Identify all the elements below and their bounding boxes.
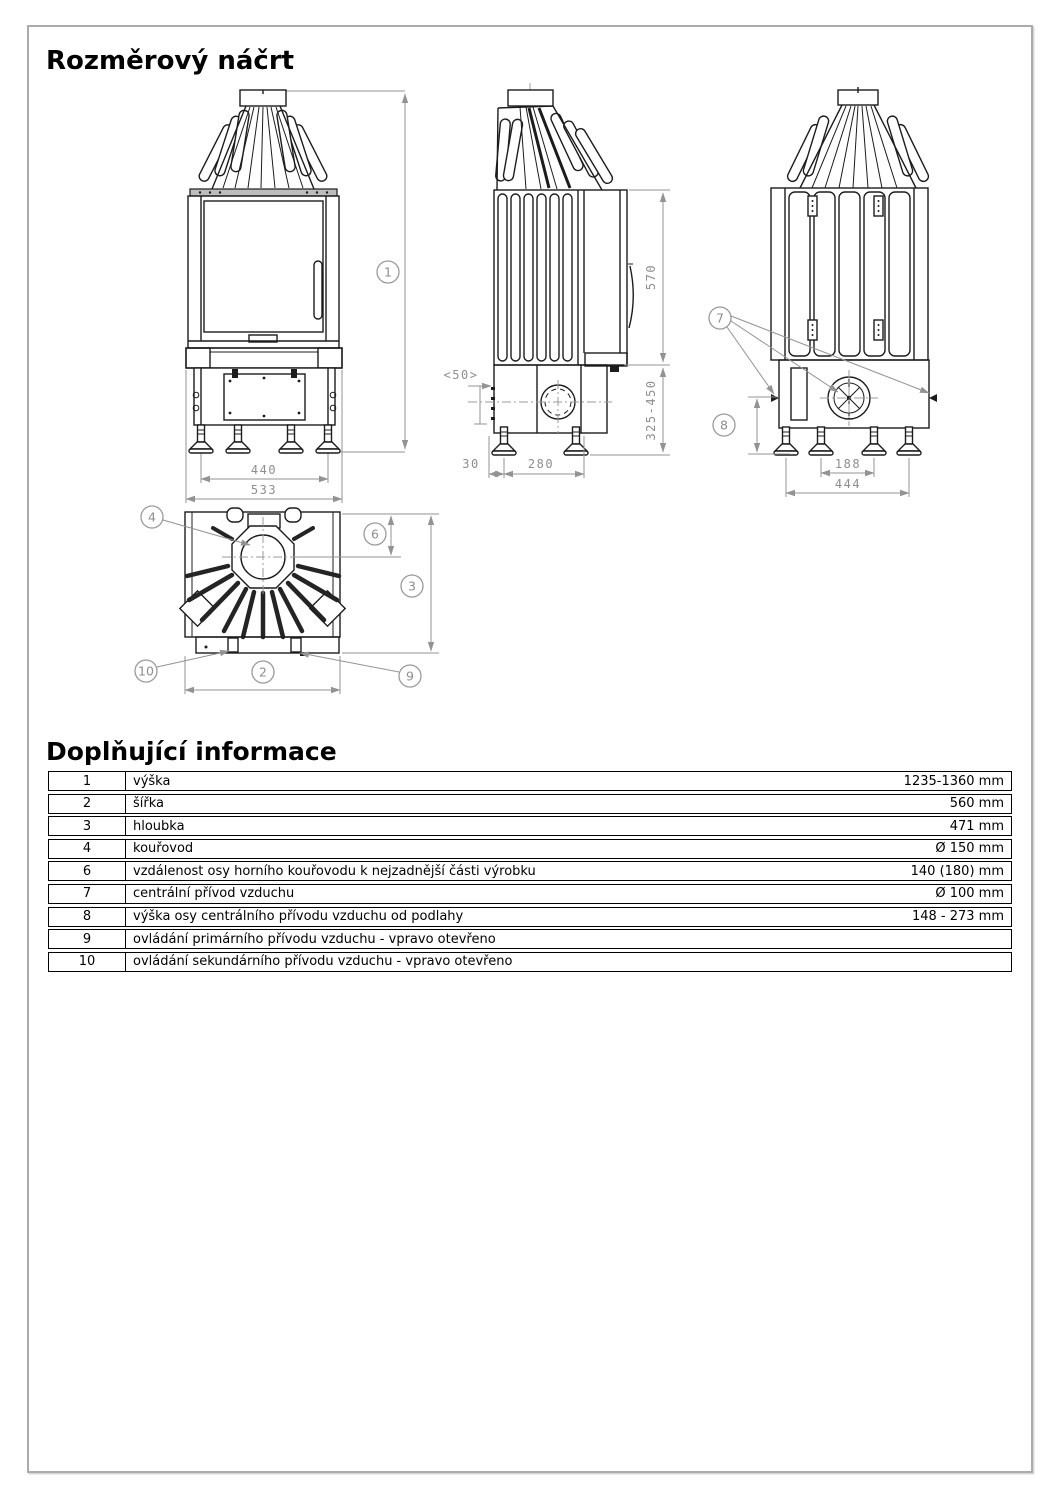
svg-text:8: 8	[720, 417, 728, 433]
table-row	[48, 861, 1012, 881]
svg-text:3: 3	[408, 578, 416, 594]
row-number: 2	[49, 795, 126, 813]
row-number: 10	[49, 953, 126, 971]
row-number: 1	[49, 772, 126, 790]
dim-label-440: 440	[250, 463, 278, 477]
svg-text:1: 1	[384, 264, 392, 280]
row-number: 9	[49, 930, 126, 948]
dim-label-30: 30	[462, 457, 480, 471]
dim-label-533: 533	[250, 483, 278, 497]
row-number: 6	[49, 862, 126, 880]
dim-label-280: 280	[527, 457, 555, 471]
row-label: centrální přívod vzduchu	[133, 886, 295, 902]
row-label: ovládání sekundárního přívodu vzduchu - vpravo otevřeno	[133, 954, 513, 970]
row-label: hloubka	[133, 818, 185, 834]
row-number: 4	[49, 840, 126, 858]
callout-2-width	[252, 661, 274, 683]
row-value: 471 mm	[949, 818, 1004, 834]
callout-9-primary-air	[399, 665, 421, 687]
side-door-handle	[629, 266, 633, 328]
row-value	[1004, 930, 1011, 948]
callout-7-central-air	[709, 307, 731, 329]
table-row	[48, 884, 1012, 904]
svg-text:10: 10	[138, 663, 154, 679]
table-row	[48, 929, 1012, 949]
info-table	[48, 771, 1012, 974]
callout-10-secondary-air	[135, 660, 157, 682]
dimensional-drawing	[0, 0, 1060, 730]
dim-label-188: 188	[834, 457, 862, 471]
row-number: 8	[49, 908, 126, 926]
callout-3-depth	[401, 575, 423, 597]
table-row	[48, 771, 1012, 791]
svg-text:2: 2	[259, 664, 267, 680]
callout-1-height	[377, 261, 399, 283]
svg-text:9: 9	[406, 668, 414, 684]
row-label: výška	[133, 773, 171, 789]
row-label: vzdálenost osy horního kouřovodu k nejzadnější části výrobku	[133, 863, 536, 879]
svg-text:6: 6	[371, 526, 379, 542]
callout-8-inlet-height	[713, 414, 735, 436]
door-handle	[314, 261, 322, 319]
row-value: Ø 150 mm	[935, 841, 1004, 857]
dim-label-325-450: 325-450	[644, 379, 658, 441]
drawing-section-title: Rozměrový náčrt	[46, 46, 295, 76]
row-number: 3	[49, 817, 126, 835]
dim-label-444: 444	[834, 477, 862, 491]
row-label: kouřovod	[133, 841, 194, 857]
central-air-inlet-rear	[820, 370, 878, 426]
row-value: Ø 100 mm	[935, 886, 1004, 902]
row-value: 1235-1360 mm	[903, 773, 1004, 789]
table-row	[48, 907, 1012, 927]
row-value: 148 - 273 mm	[911, 909, 1004, 925]
table-row	[48, 794, 1012, 814]
row-value: 560 mm	[949, 796, 1004, 812]
callout-4-flue	[141, 506, 163, 528]
rear-view	[709, 87, 937, 497]
row-value: 140 (180) mm	[910, 863, 1004, 879]
info-section-title: Doplňující informace	[46, 737, 337, 766]
row-label: ovládání primárního přívodu vzduchu - vpravo otevřeno	[133, 931, 496, 947]
table-row	[48, 952, 1012, 972]
row-label: výška osy centrálního přívodu vzduchu od podlahy	[133, 909, 464, 925]
front-view	[186, 90, 405, 503]
row-number: 7	[49, 885, 126, 903]
svg-text:7: 7	[716, 310, 724, 326]
dim-label-570: 570	[644, 263, 658, 291]
callout-6-flue-distance	[364, 523, 386, 545]
table-row	[48, 816, 1012, 836]
svg-text:4: 4	[148, 509, 156, 525]
row-value	[1004, 953, 1011, 971]
side-view	[444, 83, 670, 478]
dim-label-50: <50>	[443, 368, 479, 382]
top-view	[135, 506, 439, 694]
table-row	[48, 839, 1012, 859]
row-label: šířka	[133, 796, 164, 812]
